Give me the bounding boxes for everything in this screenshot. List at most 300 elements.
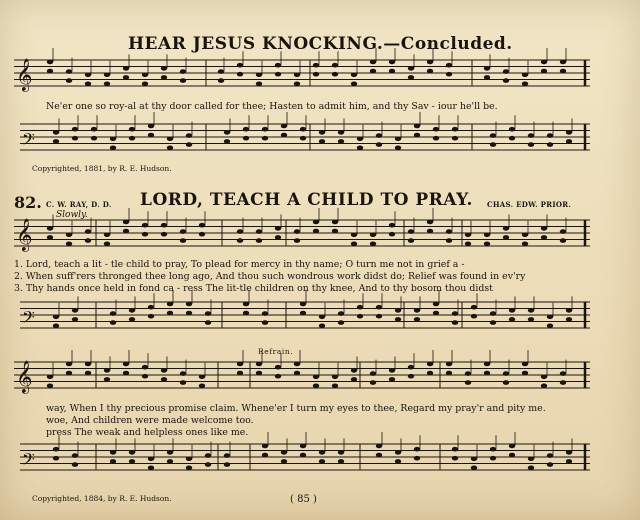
note-head <box>541 384 547 389</box>
note-head <box>186 133 192 138</box>
note-head <box>256 82 262 87</box>
note-head <box>262 320 268 325</box>
note-head <box>199 375 205 380</box>
note-head <box>509 127 515 132</box>
note-head <box>148 314 154 319</box>
note-head <box>376 305 382 310</box>
note-head <box>338 459 344 464</box>
note-head <box>104 233 110 238</box>
note-head <box>180 78 186 83</box>
note-head <box>433 302 439 307</box>
note-head <box>338 450 344 455</box>
note-head <box>414 447 420 452</box>
top-hymn-copyright: Copyrighted, 1881, by R. E. Hudson. <box>32 164 172 173</box>
note-head <box>465 371 471 376</box>
note-head <box>53 315 59 320</box>
note-head <box>408 75 414 80</box>
note-head <box>161 232 167 237</box>
note-head <box>256 371 262 376</box>
note-head <box>110 450 116 455</box>
note-head <box>47 384 53 389</box>
note-head <box>547 133 553 138</box>
note-head <box>471 457 477 462</box>
note-head <box>351 368 357 373</box>
note-head <box>281 450 287 455</box>
note-head <box>237 72 243 77</box>
note-head <box>389 377 395 382</box>
note-head <box>503 78 509 83</box>
note-head <box>167 459 173 464</box>
note-head <box>446 72 452 77</box>
note-head <box>414 133 420 138</box>
note-head <box>395 146 401 151</box>
note-head <box>338 139 344 144</box>
note-head <box>313 229 319 234</box>
note-head <box>452 456 458 461</box>
note-head <box>85 362 91 367</box>
note-head <box>389 69 395 74</box>
treble-clef-icon: 𝄞 <box>16 360 33 393</box>
note-head <box>522 371 528 376</box>
note-head <box>123 362 129 367</box>
note-head <box>370 233 376 238</box>
note-head <box>446 63 452 68</box>
note-head <box>528 142 534 147</box>
note-head <box>503 69 509 74</box>
hymn-copyright: Copyrighted, 1884, by R. E. Hudson. <box>32 494 172 503</box>
note-head <box>142 82 148 87</box>
note-head <box>427 60 433 65</box>
note-head <box>484 75 490 80</box>
note-head <box>484 242 490 247</box>
note-head <box>313 63 319 68</box>
note-head <box>560 60 566 65</box>
note-head <box>332 63 338 68</box>
note-head <box>560 229 566 234</box>
note-head <box>243 302 249 307</box>
note-head <box>509 308 515 313</box>
note-head <box>452 320 458 325</box>
note-head <box>313 375 319 380</box>
note-head <box>509 453 515 458</box>
note-head <box>66 242 72 247</box>
note-head <box>452 447 458 452</box>
note-head <box>351 377 357 382</box>
note-head <box>395 459 401 464</box>
note-head <box>319 324 325 329</box>
note-head <box>313 72 319 77</box>
note-head <box>47 235 53 240</box>
note-head <box>389 60 395 65</box>
note-head <box>72 462 78 467</box>
note-head <box>465 242 471 247</box>
note-head <box>319 450 325 455</box>
note-head <box>446 229 452 234</box>
note-head <box>237 371 243 376</box>
note-head <box>167 311 173 316</box>
page-number: ( 85 ) <box>290 494 317 505</box>
note-head <box>528 317 534 322</box>
note-head <box>357 137 363 142</box>
note-head <box>446 238 452 243</box>
note-head <box>66 69 72 74</box>
note-head <box>180 380 186 385</box>
note-head <box>395 137 401 142</box>
note-head <box>547 315 553 320</box>
note-head <box>161 223 167 228</box>
note-head <box>433 127 439 132</box>
note-head <box>395 450 401 455</box>
note-head <box>452 136 458 141</box>
note-head <box>218 78 224 83</box>
verse-1: 1. Lord, teach a lit - tle child to pray, To plead for mercy in thy name; O turn me not in grief a - <box>14 259 465 270</box>
note-head <box>256 362 262 367</box>
note-head <box>490 447 496 452</box>
note-head <box>205 453 211 458</box>
note-head <box>104 377 110 382</box>
note-head <box>104 73 110 78</box>
note-head <box>471 314 477 319</box>
note-head <box>484 362 490 367</box>
note-head <box>281 124 287 129</box>
note-head <box>414 308 420 313</box>
note-head <box>72 127 78 132</box>
note-head <box>47 69 53 74</box>
note-head <box>262 453 268 458</box>
note-head <box>256 229 262 234</box>
note-head <box>376 314 382 319</box>
note-head <box>319 139 325 144</box>
verse-3: 3. Thy hands once held in fond ca - ress The lit-tle children on thy knee, And to thy bosom thou didst <box>14 283 493 294</box>
note-head <box>72 317 78 322</box>
note-head <box>123 229 129 234</box>
note-head <box>408 374 414 379</box>
note-head <box>370 371 376 376</box>
note-head <box>294 362 300 367</box>
note-head <box>142 232 148 237</box>
note-head <box>104 242 110 247</box>
note-head <box>262 311 268 316</box>
note-head <box>313 384 319 389</box>
note-head <box>300 127 306 132</box>
note-head <box>256 238 262 243</box>
note-head <box>72 136 78 141</box>
note-head <box>338 130 344 135</box>
note-head <box>224 139 230 144</box>
note-head <box>376 453 382 458</box>
note-head <box>294 371 300 376</box>
note-head <box>142 73 148 78</box>
note-head <box>332 384 338 389</box>
note-head <box>72 453 78 458</box>
note-head <box>427 220 433 225</box>
note-head <box>142 365 148 370</box>
bass-clef-icon: 𝄢 <box>22 307 35 331</box>
note-head <box>186 302 192 307</box>
note-head <box>186 311 192 316</box>
note-head <box>167 450 173 455</box>
note-head <box>509 317 515 322</box>
note-head <box>370 69 376 74</box>
note-head <box>490 320 496 325</box>
note-head <box>129 450 135 455</box>
note-head <box>275 235 281 240</box>
note-head <box>205 320 211 325</box>
note-head <box>275 374 281 379</box>
note-head <box>452 127 458 132</box>
note-head <box>395 308 401 313</box>
lyricist: C. W. RAY, D. D. <box>46 200 112 209</box>
note-head <box>148 124 154 129</box>
note-head <box>218 69 224 74</box>
note-head <box>66 78 72 83</box>
note-head <box>47 226 53 231</box>
note-head <box>560 69 566 74</box>
note-head <box>161 377 167 382</box>
note-head <box>541 226 547 231</box>
note-head <box>547 142 553 147</box>
note-head <box>148 305 154 310</box>
note-head <box>490 142 496 147</box>
note-head <box>262 136 268 141</box>
note-head <box>351 233 357 238</box>
note-head <box>85 73 91 78</box>
note-head <box>123 75 129 80</box>
note-head <box>446 362 452 367</box>
note-head <box>281 133 287 138</box>
note-head <box>110 320 116 325</box>
note-head <box>224 453 230 458</box>
note-head <box>414 456 420 461</box>
note-head <box>186 466 192 471</box>
note-head <box>85 229 91 234</box>
note-head <box>148 133 154 138</box>
note-head <box>332 229 338 234</box>
note-head <box>541 375 547 380</box>
note-head <box>129 459 135 464</box>
note-head <box>161 75 167 80</box>
note-head <box>129 136 135 141</box>
note-head <box>408 238 414 243</box>
note-head <box>490 133 496 138</box>
note-head <box>85 82 91 87</box>
note-head <box>110 311 116 316</box>
note-head <box>376 142 382 147</box>
note-head <box>275 226 281 231</box>
note-head <box>522 242 528 247</box>
note-head <box>566 317 572 322</box>
note-head <box>566 459 572 464</box>
note-head <box>566 130 572 135</box>
note-head <box>547 324 553 329</box>
note-head <box>85 371 91 376</box>
note-head <box>319 130 325 135</box>
note-head <box>129 127 135 132</box>
note-head <box>332 375 338 380</box>
note-head <box>123 220 129 225</box>
note-head <box>313 220 319 225</box>
note-head <box>528 457 534 462</box>
tempo-marking: Slowly. <box>56 210 88 220</box>
note-head <box>522 362 528 367</box>
bass-clef-icon: 𝄢 <box>22 449 35 473</box>
note-head <box>167 146 173 151</box>
note-head <box>471 305 477 310</box>
note-head <box>199 232 205 237</box>
note-head <box>205 311 211 316</box>
note-head <box>161 66 167 71</box>
note-head <box>300 311 306 316</box>
note-head <box>199 223 205 228</box>
note-head <box>427 362 433 367</box>
note-head <box>452 311 458 316</box>
note-head <box>262 127 268 132</box>
note-head <box>370 242 376 247</box>
note-head <box>237 238 243 243</box>
note-head <box>294 73 300 78</box>
note-head <box>332 72 338 77</box>
note-head <box>110 137 116 142</box>
note-head <box>294 82 300 87</box>
note-head <box>262 444 268 449</box>
note-head <box>281 459 287 464</box>
note-head <box>237 362 243 367</box>
note-head <box>66 233 72 238</box>
note-head <box>566 308 572 313</box>
composer: CHAS. EDW. PRIOR. <box>487 200 572 209</box>
verse-2: 2. When suff'rers thronged thee long ago, And thou such wondrous work didst do; Relief was found in ev'ry <box>14 271 526 282</box>
note-head <box>376 444 382 449</box>
note-head <box>541 60 547 65</box>
note-head <box>186 142 192 147</box>
note-head <box>104 82 110 87</box>
note-head <box>47 60 53 65</box>
note-head <box>503 380 509 385</box>
continuation-1: way, When I thy precious promise claim. Whene'er I turn my eyes to thee, Regard my pray'r and pity me. <box>46 403 546 414</box>
note-head <box>427 229 433 234</box>
note-head <box>547 453 553 458</box>
note-head <box>319 315 325 320</box>
refrain-label: Refrain. <box>258 347 294 356</box>
note-head <box>319 459 325 464</box>
note-head <box>142 374 148 379</box>
note-head <box>300 444 306 449</box>
note-head <box>509 136 515 141</box>
note-head <box>180 238 186 243</box>
note-head <box>528 466 534 471</box>
note-head <box>332 220 338 225</box>
note-head <box>566 450 572 455</box>
note-head <box>484 233 490 238</box>
note-head <box>351 242 357 247</box>
note-head <box>199 384 205 389</box>
note-head <box>300 136 306 141</box>
note-head <box>294 238 300 243</box>
note-head <box>148 466 154 471</box>
note-head <box>389 232 395 237</box>
note-head <box>205 462 211 467</box>
note-head <box>490 311 496 316</box>
note-head <box>85 238 91 243</box>
note-head <box>427 371 433 376</box>
note-head <box>503 235 509 240</box>
note-head <box>53 130 59 135</box>
continuation-2: woe, And children were made welcome too. <box>46 415 254 426</box>
note-head <box>408 229 414 234</box>
note-head <box>123 66 129 71</box>
note-head <box>490 456 496 461</box>
note-head <box>528 308 534 313</box>
note-head <box>142 223 148 228</box>
continuation-3: press The weak and helpless ones like me. <box>46 427 249 438</box>
note-head <box>465 380 471 385</box>
note-head <box>180 229 186 234</box>
note-head <box>541 235 547 240</box>
note-head <box>433 311 439 316</box>
note-head <box>503 371 509 376</box>
top-hymn-title: HEAR JESUS KNOCKING.—Concluded. <box>128 34 513 54</box>
note-head <box>503 226 509 231</box>
note-head <box>123 371 129 376</box>
note-head <box>408 365 414 370</box>
note-head <box>224 462 230 467</box>
note-head <box>566 139 572 144</box>
note-head <box>300 453 306 458</box>
note-head <box>357 314 363 319</box>
note-head <box>129 317 135 322</box>
bass-clef-icon: 𝄢 <box>22 129 35 153</box>
note-head <box>414 124 420 129</box>
note-head <box>72 308 78 313</box>
note-head <box>167 137 173 142</box>
note-head <box>110 146 116 151</box>
note-head <box>243 311 249 316</box>
note-head <box>528 133 534 138</box>
note-head <box>66 371 72 376</box>
note-head <box>522 82 528 87</box>
note-head <box>357 305 363 310</box>
note-head <box>167 302 173 307</box>
note-head <box>243 136 249 141</box>
note-head <box>53 139 59 144</box>
note-head <box>91 136 97 141</box>
note-head <box>370 380 376 385</box>
note-head <box>300 302 306 307</box>
note-head <box>408 66 414 71</box>
treble-clef-icon: 𝄞 <box>16 218 33 251</box>
note-head <box>509 444 515 449</box>
top-hymn-lyric: Ne'er one so roy-al at thy door called for thee; Hasten to admit him, and thy Sav - iour he'll be. <box>46 101 498 112</box>
note-head <box>560 380 566 385</box>
note-head <box>471 466 477 471</box>
note-head <box>224 130 230 135</box>
note-head <box>180 371 186 376</box>
note-head <box>338 311 344 316</box>
note-head <box>433 136 439 141</box>
note-head <box>161 368 167 373</box>
note-head <box>351 73 357 78</box>
note-head <box>256 73 262 78</box>
note-head <box>484 371 490 376</box>
note-head <box>180 69 186 74</box>
note-head <box>522 73 528 78</box>
note-head <box>275 365 281 370</box>
note-head <box>275 72 281 77</box>
note-head <box>186 457 192 462</box>
note-head <box>110 459 116 464</box>
note-head <box>414 317 420 322</box>
note-head <box>351 82 357 87</box>
